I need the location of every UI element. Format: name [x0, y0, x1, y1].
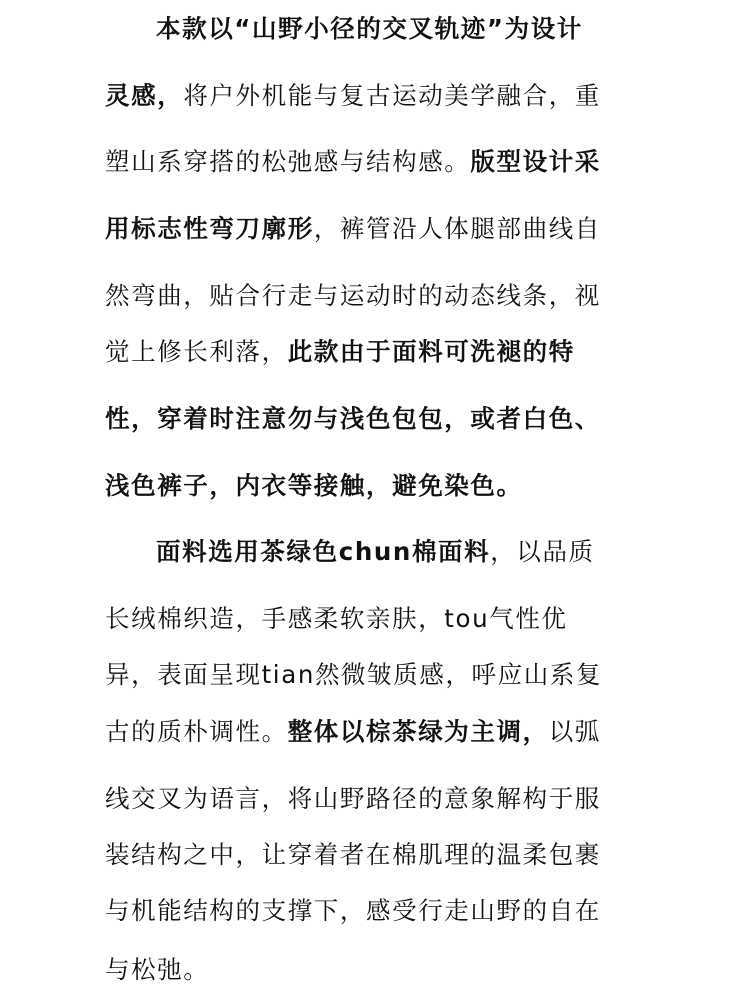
paragraph-1-line-5 [105, 278, 650, 314]
text-run: 与机能结构的支撑下，感受行走山野的自在 [105, 896, 601, 925]
text-run: 此款由于面料可洗褪的特 [287, 337, 575, 366]
paragraph-2-line-8 [105, 952, 650, 988]
text-run: 本款以“山野小径的交叉轨迹”为设计 [156, 14, 583, 43]
text-run: 将户外机能与复古运动美学融合，重 [183, 81, 601, 110]
text-run: 塑山系穿搭的松弛感与结构感。 [105, 147, 471, 176]
text-run: 浅色裤子，内衣等接触，避免染色。 [105, 471, 523, 500]
text-run: 面料选用茶绿色chun棉面料 [156, 537, 491, 566]
paragraph-2-line-5 [105, 781, 650, 817]
paragraph-1-line-7 [105, 401, 650, 437]
text-run: 觉上修长利落， [105, 337, 288, 366]
text-run: 长绒棉织造，手感柔软亲肤，tou气性优 [105, 604, 568, 633]
paragraph-2-line-1 [156, 534, 701, 570]
text-run: 与松弛。 [105, 955, 210, 984]
text-run: 古的质朴调性。 [105, 717, 288, 746]
paragraph-1-line-2 [105, 78, 650, 114]
text-run: 装结构之中，让穿着者在棉肌理的温柔包裹 [105, 840, 601, 869]
text-run: 用标志性弯刀廓形 [105, 214, 314, 243]
paragraph-1-line-1 [156, 11, 701, 47]
paragraph-1-line-4 [105, 211, 650, 247]
text-run: 异，表面呈现tian然微皱质感，呼应山系复 [105, 660, 603, 689]
paragraph-2-line-6 [105, 837, 650, 873]
text-run: 整体以棕茶绿为主调， [287, 717, 549, 746]
paragraph-2-line-7 [105, 893, 650, 929]
text-run: ，以品质 [490, 537, 595, 566]
text-run: 版型设计采 [470, 147, 601, 176]
text-run: 然弯曲，贴合行走与运动时的动态线条，视 [105, 281, 601, 310]
text-run: 灵感， [105, 81, 184, 110]
text-run: 性，穿着时注意勿与浅色包包，或者白色、 [105, 404, 601, 433]
paragraph-1-line-3 [105, 144, 650, 180]
text-run: 以弧 [548, 717, 601, 746]
paragraph-1-line-8 [105, 468, 650, 504]
text-run: 线交叉为语言，将山野路径的意象解构于服 [105, 784, 601, 813]
paragraph-1-line-6 [105, 334, 650, 370]
paragraph-2-line-4 [105, 714, 650, 750]
paragraph-2-line-3 [105, 657, 650, 693]
text-run: ，裤管沿人体腿部曲线自 [313, 214, 601, 243]
paragraph-2-line-2 [105, 601, 650, 637]
